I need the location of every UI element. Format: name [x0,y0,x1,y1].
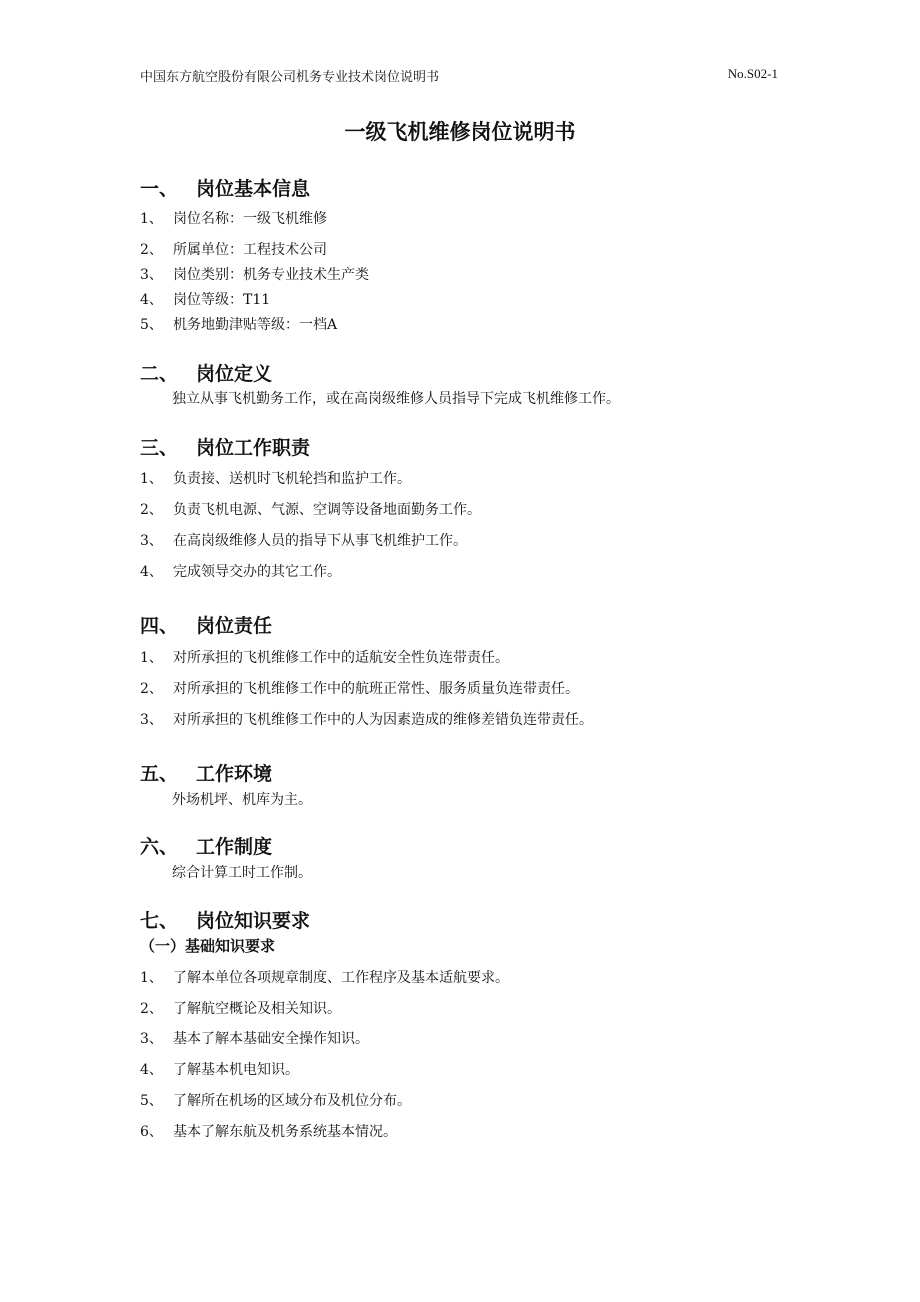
list-item: 1、 了解本单位各项规章制度、工作程序及基本适航要求。 [140,970,509,986]
list-item: 5、 机务地勤津贴等级：一档A [140,317,338,333]
section-number: 四、 [140,615,179,637]
header-company-doc-title: 中国东方航空股份有限公司机务专业技术岗位说明书 [140,70,440,85]
list-item: 2、 所属单位：工程技术公司 [140,242,327,258]
list-item: 3、 对所承担的飞机维修工作中的人为因素造成的维修差错负连带责任。 [140,712,593,728]
section-title: 岗位工作职责 [196,437,311,459]
section-heading-basic-info [140,174,310,201]
section-heading-schedule [140,832,272,859]
list-item: 4、 了解基本机电知识。 [140,1062,299,1078]
list-item: 5、 了解所在机场的区域分布及机位分布。 [140,1093,411,1109]
section-number: 五、 [140,763,179,785]
section-number: 六、 [140,836,179,858]
document-title: 一级飞机维修岗位说明书 [344,120,576,144]
section-number: 三、 [140,437,179,459]
section-title: 岗位责任 [196,615,273,637]
list-item: 6、 基本了解东航及机务系统基本情况。 [140,1124,397,1140]
section-number: 七、 [140,910,179,932]
list-item: 2、 对所承担的飞机维修工作中的航班正常性、服务质量负连带责任。 [140,681,579,697]
section-title: 岗位知识要求 [196,910,311,932]
section-heading-environment [140,759,272,786]
section-heading-duties [140,433,310,460]
list-item: 1、 对所承担的飞机维修工作中的适航安全性负连带责任。 [140,650,509,666]
section-number: 二、 [140,363,179,385]
header-doc-number: No.S02-1 [727,66,778,81]
list-item: 3、 基本了解本基础安全操作知识。 [140,1031,369,1047]
list-item: 1、 负责接、送机时飞机轮挡和监护工作。 [140,471,411,487]
list-item: 3、 岗位类别：机务专业技术生产类 [140,267,369,283]
section-title: 工作制度 [196,836,273,858]
section-title: 岗位定义 [196,363,273,385]
section-heading-definition [140,359,272,386]
list-item: 4、 岗位等级：T11 [140,292,271,308]
section-title: 岗位基本信息 [196,178,311,200]
subsection-heading: （一）基础知识要求 [140,937,276,955]
list-item: 1、 岗位名称：一级飞机维修 [140,211,327,227]
section-heading-responsibility [140,611,272,638]
section-number: 一、 [140,178,179,200]
list-item: 2、 了解航空概论及相关知识。 [140,1001,341,1017]
section-title: 工作环境 [196,763,273,785]
page-header [140,66,778,84]
list-item: 4、 完成领导交办的其它工作。 [140,564,341,580]
section-paragraph: 外场机坪、机库为主。 [172,792,312,808]
section-paragraph: 独立从事飞机勤务工作，或在高岗级维修人员指导下完成飞机维修工作。 [172,391,620,407]
list-item: 2、 负责飞机电源、气源、空调等设备地面勤务工作。 [140,502,481,518]
section-paragraph: 综合计算工时工作制。 [172,865,312,881]
section-heading-knowledge [140,906,310,933]
list-item: 3、 在高岗级维修人员的指导下从事飞机维护工作。 [140,533,467,549]
